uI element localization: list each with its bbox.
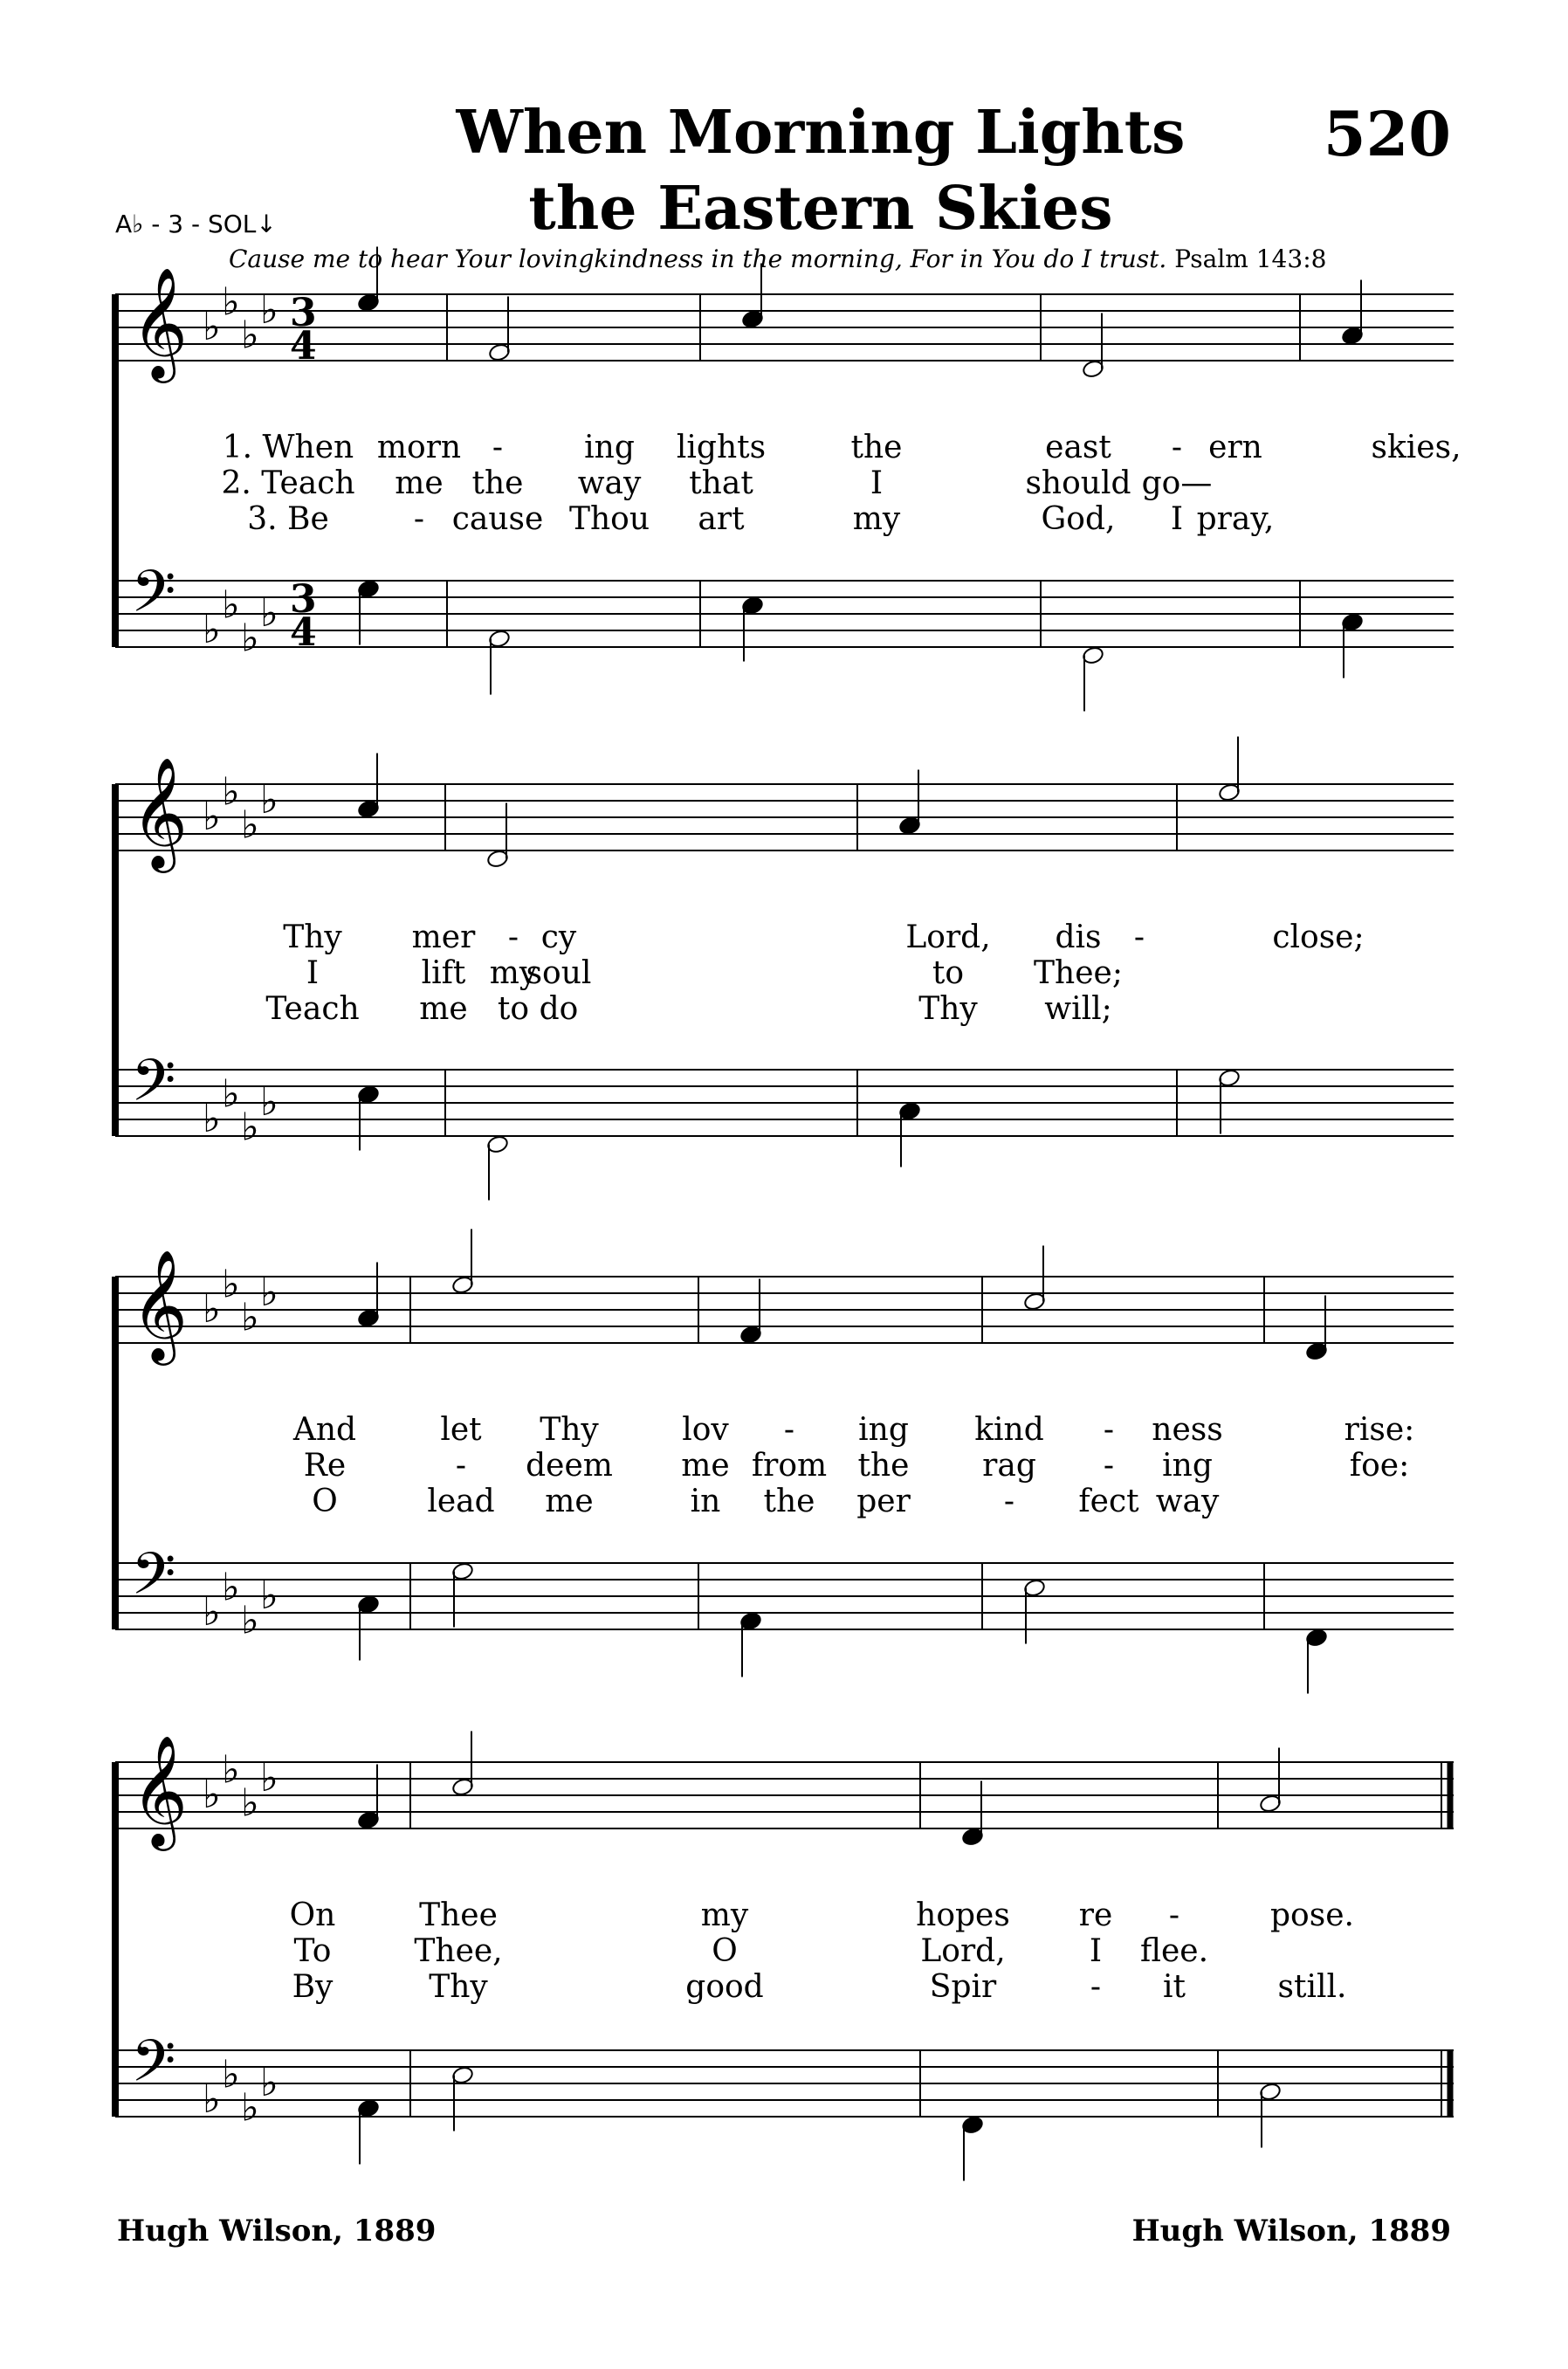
system-2-verse-3-lyric: Thy	[918, 991, 978, 1027]
system-3-verse-3-lyric: O	[312, 1484, 338, 1519]
system-1-verse-1-lyric: morn	[376, 430, 462, 465]
key-info: A♭ - 3 - SOL↓	[115, 210, 277, 238]
system-2-bass-clef-icon: 𝄢	[131, 1047, 176, 1128]
system-1-verse-1-lyric: ing	[584, 430, 635, 465]
system-3-treble-clef-icon: 𝄞	[131, 1249, 189, 1360]
system-1-bass-flat-icon: ♭	[222, 582, 240, 628]
system-4-verse-1-lyric: my	[700, 1897, 749, 1933]
system-3-verse-3-lyric: the	[763, 1484, 815, 1519]
system-2-treble-flat-icon: ♭	[222, 769, 240, 815]
system-1-treble-flat-icon: ♭	[203, 305, 221, 349]
system-3-verse-1-lyric: Thy	[540, 1412, 599, 1448]
system-1-verse-3-lyric: -	[413, 501, 425, 537]
system-4-verse-3-lyric: Thy	[429, 1969, 488, 2005]
system-4-verse-1-lyric: hopes	[916, 1897, 1010, 1933]
system-3-treble-flat-icon: ♭	[241, 1295, 259, 1340]
system-3-bass-flat-icon: ♭	[260, 1574, 279, 1618]
hymn-number: 520	[1323, 98, 1451, 170]
system-3-verse-1-lyric: -	[1103, 1412, 1115, 1448]
system-2-verse-3-lyric: me	[419, 991, 468, 1027]
system-1-verse-1-lyric: east	[1045, 430, 1111, 465]
system-2-verse-2-lyric: my	[489, 955, 538, 991]
system-4-verse-1-lyric: re	[1078, 1897, 1113, 1933]
system-1-verse-3-lyric: my	[852, 501, 901, 537]
system-3-verse-2-lyric: foe:	[1349, 1448, 1410, 1484]
system-3-verse-1-lyric: rise:	[1344, 1412, 1415, 1448]
music-credit: Hugh Wilson, 1889	[1131, 2214, 1451, 2248]
system-4-bass-clef-icon: 𝄢	[131, 2028, 176, 2109]
system-4-verse-3-lyric: it	[1163, 1969, 1186, 2005]
system-4-verse-2-lyric: Lord,	[920, 1933, 1006, 1969]
system-2-verse-2-lyric: Thee;	[1034, 955, 1123, 991]
system-1-bass-time-top: 3	[290, 577, 317, 622]
words-credit: Hugh Wilson, 1889	[117, 2214, 437, 2248]
system-3-verse-2-lyric: deem	[526, 1448, 613, 1484]
system-2-treble-flat-icon: ♭	[260, 778, 279, 823]
system-2-verse-3-lyric: Teach	[265, 991, 360, 1027]
system-2-verse-3-lyric: will;	[1044, 991, 1112, 1027]
system-4-verse-3-lyric: By	[292, 1969, 334, 2005]
system-3-verse-2-lyric: the	[857, 1448, 910, 1484]
system-2-verse-1-lyric: Lord,	[905, 919, 991, 955]
system-3-verse-2-lyric: Re	[303, 1448, 347, 1484]
system-1-treble-clef-icon: 𝄞	[131, 266, 189, 378]
system-1-verse-1-lyric: 1. When	[222, 430, 354, 465]
system-3-verse-1-lyric: -	[783, 1412, 795, 1448]
system-2-verse-2-lyric: I	[306, 955, 320, 991]
system-2-verse-3-lyric: do	[539, 991, 579, 1027]
system-1-bass-time-bottom: 4	[290, 610, 317, 655]
system-1-verse-1-lyric: the	[850, 430, 903, 465]
system-4-treble-flat-icon: ♭	[222, 1747, 240, 1793]
system-4-verse-1-lyric: Thee	[419, 1897, 498, 1933]
system-1-verse-2-lyric: way	[577, 465, 642, 501]
hymn-title-line-1: When Morning Lights	[456, 98, 1186, 168]
system-1-verse-3-lyric: God,	[1041, 501, 1116, 537]
system-4-bass-flat-icon: ♭	[241, 2085, 259, 2131]
system-3-verse-3-lyric: lead	[427, 1484, 495, 1519]
system-4-verse-2-lyric: O	[712, 1933, 738, 1969]
system-4-bass-flat-icon: ♭	[203, 2077, 221, 2122]
system-4-verse-1-lyric: On	[289, 1897, 336, 1933]
system-3-treble-flat-icon: ♭	[260, 1271, 279, 1315]
system-4-bass-flat-icon: ♭	[260, 2061, 279, 2105]
system-4-bass-flat-icon: ♭	[222, 2052, 240, 2097]
system-3-bass-flat-icon: ♭	[203, 1590, 221, 1635]
system-3-bass-flat-icon: ♭	[241, 1598, 259, 1643]
system-2-treble-flat-icon: ♭	[241, 802, 259, 848]
system-2-verse-2-lyric: to	[932, 955, 965, 991]
system-3-verse-1-lyric: lov	[682, 1412, 729, 1448]
system-1-verse-2-lyric: should	[1025, 465, 1131, 501]
system-3-verse-1-lyric: And	[292, 1412, 357, 1448]
system-3-verse-1-lyric: let	[440, 1412, 482, 1448]
system-3-verse-1-lyric: ing	[858, 1412, 909, 1448]
system-1-treble-flat-icon: ♭	[241, 313, 259, 358]
system-2-bass-flat-icon: ♭	[203, 1097, 221, 1141]
system-1-verse-3-lyric: art	[698, 501, 745, 537]
system-2-treble-flat-icon: ♭	[203, 795, 221, 839]
system-1-verse-1-lyric: lights	[676, 430, 767, 465]
system-1-bass-flat-icon: ♭	[260, 591, 279, 636]
scripture-reference: Psalm 143:8	[1174, 244, 1327, 273]
system-4-verse-3-lyric: Spir	[929, 1969, 997, 2005]
system-1-verse-2-lyric: 2. Teach	[221, 465, 355, 501]
system-3-treble-flat-icon: ♭	[222, 1262, 240, 1307]
system-2-verse-1-lyric: -	[1133, 919, 1145, 955]
system-4-treble-flat-icon: ♭	[260, 1756, 279, 1801]
system-1-verse-2-lyric: I	[870, 465, 884, 501]
system-2-bass-flat-icon: ♭	[241, 1105, 259, 1150]
system-1-verse-2-lyric: me	[395, 465, 444, 501]
system-1-verse-2-lyric: that	[689, 465, 753, 501]
system-3-verse-2-lyric: me	[681, 1448, 730, 1484]
system-1-treble-flat-icon: ♭	[222, 279, 240, 325]
system-2-verse-1-lyric: Thy	[283, 919, 342, 955]
system-3-verse-1-lyric: ness	[1152, 1412, 1223, 1448]
system-4-verse-2-lyric: flee.	[1139, 1933, 1209, 1969]
system-1-verse-3-lyric: I	[1170, 501, 1184, 537]
system-2-verse-2-lyric: lift	[421, 955, 466, 991]
system-1-verse-3-lyric: 3. Be	[247, 501, 329, 537]
system-1-bass-flat-icon: ♭	[203, 608, 221, 652]
system-1-bass-clef-icon: 𝄢	[131, 558, 176, 639]
system-1-verse-3-lyric: pray,	[1196, 501, 1275, 537]
system-1-treble-time-top: 3	[290, 291, 317, 335]
system-2-verse-1-lyric: mer	[411, 919, 476, 955]
system-1-treble-time-bottom: 4	[290, 324, 317, 368]
system-1-verse-2-lyric: go—	[1141, 465, 1213, 501]
system-3-verse-3-lyric: in	[690, 1484, 721, 1519]
system-3-verse-3-lyric: fect	[1078, 1484, 1139, 1519]
system-1-verse-3-lyric: Thou	[568, 501, 650, 537]
system-4-verse-2-lyric: To	[293, 1933, 332, 1969]
system-3-verse-2-lyric: -	[455, 1448, 467, 1484]
system-1-treble-flat-icon: ♭	[260, 288, 279, 333]
system-4-verse-3-lyric: still.	[1277, 1969, 1347, 2005]
system-4-verse-2-lyric: Thee,	[414, 1933, 503, 1969]
system-2-bass-flat-icon: ♭	[222, 1071, 240, 1117]
system-1-verse-2-lyric: the	[471, 465, 524, 501]
system-2-verse-1-lyric: cy	[540, 919, 577, 955]
system-3-treble-flat-icon: ♭	[203, 1287, 221, 1332]
system-3-bass-clef-icon: 𝄢	[131, 1540, 176, 1622]
system-1-verse-1-lyric: -	[1171, 430, 1183, 465]
system-2-treble-clef-icon: 𝄞	[131, 756, 189, 868]
system-3-verse-3-lyric: way	[1155, 1484, 1220, 1519]
system-1-bass-flat-icon: ♭	[241, 616, 259, 661]
system-4-verse-1-lyric: pose.	[1270, 1897, 1354, 1933]
hymn-title-line-2: the Eastern Skies	[528, 174, 1113, 244]
system-2-verse-1-lyric: -	[507, 919, 519, 955]
system-3-bass-flat-icon: ♭	[222, 1565, 240, 1610]
scripture-quote: Cause me to hear Your lovingkindness in the morning, For in You do I trust.	[229, 244, 1167, 273]
system-3-verse-2-lyric: rag	[982, 1448, 1036, 1484]
system-3-verse-1-lyric: kind	[974, 1412, 1044, 1448]
system-2-verse-2-lyric: soul	[526, 955, 592, 991]
system-2-verse-1-lyric: dis	[1055, 919, 1102, 955]
system-4-verse-3-lyric: -	[1090, 1969, 1102, 2005]
system-1-verse-1-lyric: ern	[1208, 430, 1262, 465]
system-1-verse-1-lyric: -	[492, 430, 504, 465]
system-2-verse-1-lyric: close;	[1272, 919, 1365, 955]
system-4-verse-3-lyric: good	[685, 1969, 764, 2005]
system-3-verse-3-lyric: per	[856, 1484, 911, 1519]
system-3-verse-3-lyric: -	[1003, 1484, 1015, 1519]
system-1-verse-1-lyric: skies,	[1371, 430, 1461, 465]
system-4-verse-1-lyric: -	[1168, 1897, 1180, 1933]
system-4-treble-flat-icon: ♭	[203, 1773, 221, 1817]
system-3-verse-3-lyric: me	[545, 1484, 594, 1519]
system-3-verse-2-lyric: -	[1103, 1448, 1115, 1484]
system-1-verse-3-lyric: cause	[451, 501, 544, 537]
system-3-verse-2-lyric: from	[751, 1448, 828, 1484]
system-4-treble-clef-icon: 𝄞	[131, 1734, 189, 1846]
system-2-verse-3-lyric: to	[497, 991, 530, 1027]
system-4-verse-2-lyric: I	[1089, 1933, 1103, 1969]
system-4-treble-flat-icon: ♭	[241, 1780, 259, 1826]
system-3-verse-2-lyric: ing	[1162, 1448, 1213, 1484]
system-2-bass-flat-icon: ♭	[260, 1080, 279, 1125]
